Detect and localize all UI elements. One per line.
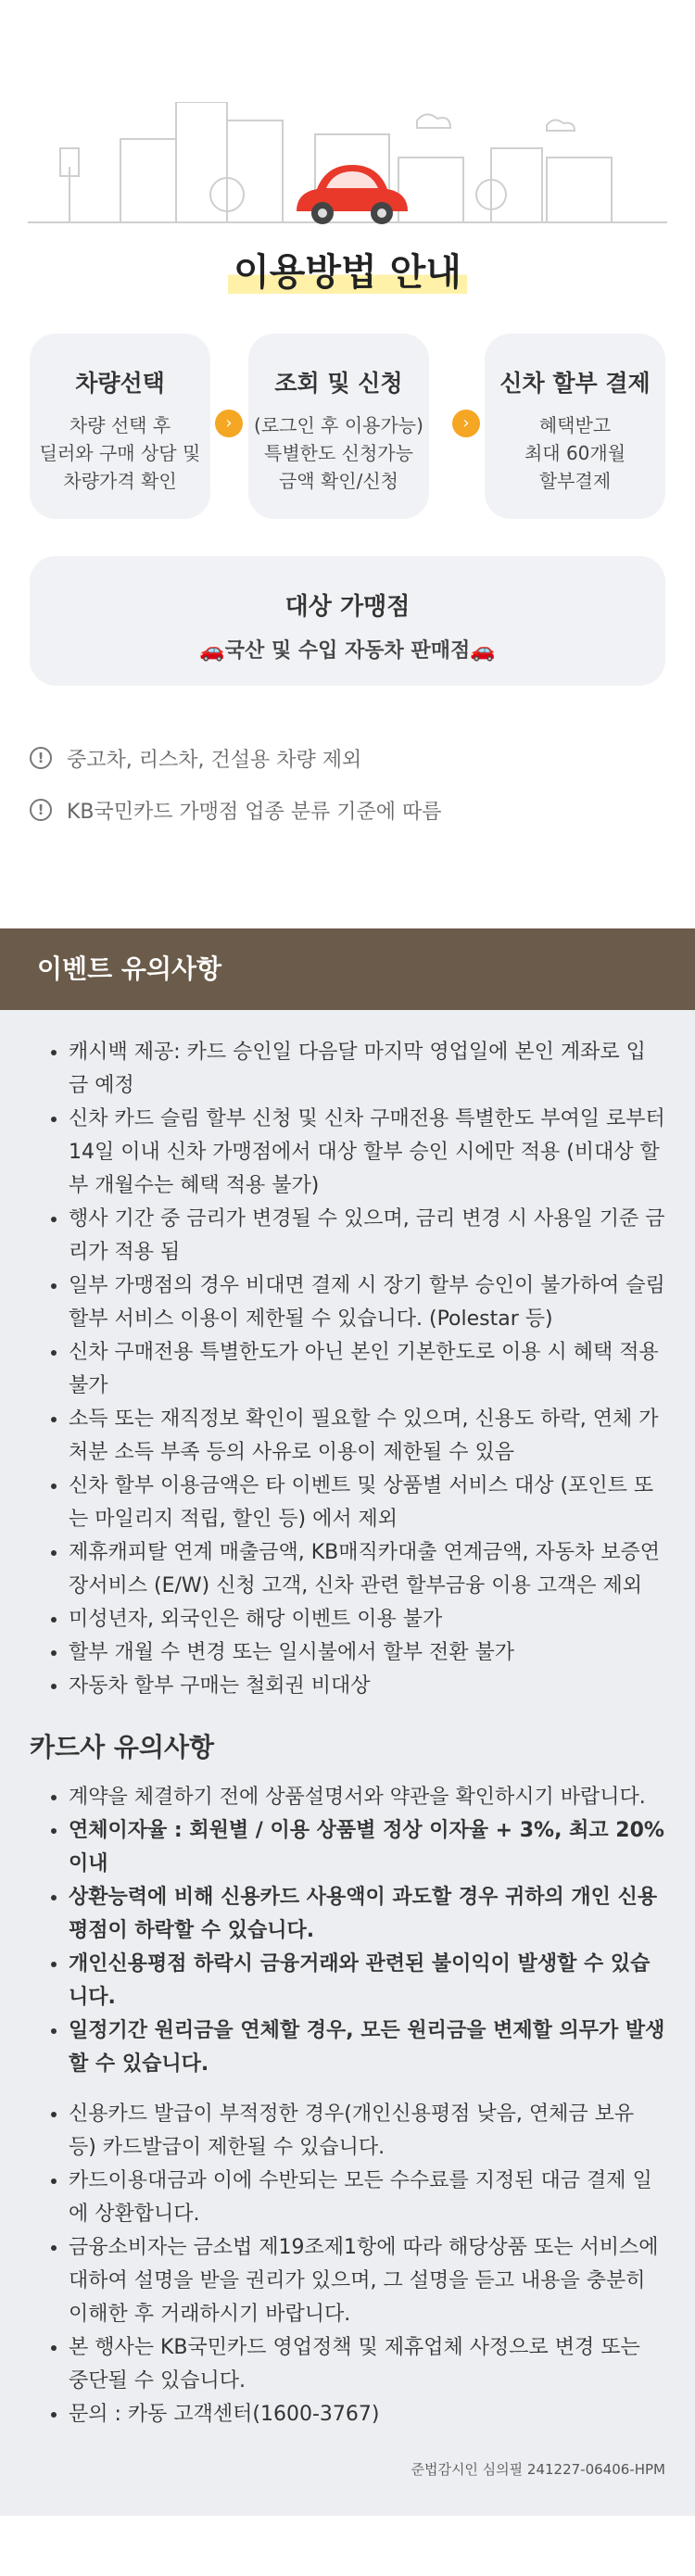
notice-section	[0, 1010, 695, 2516]
chevron-right-icon: ›	[215, 410, 243, 437]
event-notice-header: 이벤트 유의사항	[0, 928, 695, 1010]
list-item: • 개인신용평점 하락시 금융거래와 관련된 불이익이 발생할 수 있습니다.	[69, 1948, 665, 2014]
step-desc: 혜택받고 최대 60개월 할부결제	[524, 414, 626, 492]
usage-section	[0, 0, 695, 928]
card-notice-list	[30, 1781, 665, 2081]
note-text: 중고차, 리스차, 건설용 차량 제외	[67, 748, 362, 772]
list-item: • 계약을 체결하기 전에 상품설명서와 약관을 확인하시기 바랍니다.	[69, 1781, 665, 1814]
usage-notes	[30, 732, 665, 836]
partner-card	[30, 556, 665, 686]
info-icon: !	[30, 747, 52, 769]
card-notice-title: 카드사 유의사항	[30, 1732, 215, 1762]
chevron-right-icon: ›	[452, 410, 480, 437]
list-item: • 신차 할부 이용금액은 타 이벤트 및 상품별 서비스 대상 (포인트 또는 마일리지 적립, 할인 등) 에서 제외	[69, 1470, 665, 1536]
step-desc: (로그인 후 이용가능) 특별한도 신청가능 금액 확인/신청	[254, 414, 423, 492]
step-title: 차량선택	[75, 370, 165, 397]
list-item: • 본 행사는 KB국민카드 영업정책 및 제휴업체 사정으로 변경 또는 중단될 수 있습니다.	[69, 2331, 665, 2398]
note-text: KB국민카드 가맹점 업종 분류 기준에 따름	[67, 800, 442, 824]
list-item: • 카드이용대금과 이에 수반되는 모든 수수료를 지정된 대금 결제 일에 상환합니다.	[69, 2165, 665, 2231]
list-item: • 미성년자, 외국인은 해당 이벤트 이용 불가	[69, 1603, 665, 1636]
step-card-3	[485, 334, 665, 519]
page-title: 이용방법 안내	[0, 243, 695, 296]
partner-title: 대상 가맹점	[284, 593, 411, 621]
note-item	[30, 784, 665, 836]
compliance-code: 준법감시인 심의필 241227-06406-HPM	[411, 2461, 665, 2478]
list-item: • 신차 카드 슬림 할부 신청 및 신차 구매전용 특별한도 부여일 로부터 14일 이내 신차 가맹점에서 대상 할부 승인 시에만 적용 (비대상 할부 개월수는 혜택 적용 불가)	[69, 1103, 665, 1203]
step-title: 조회 및 신청	[274, 370, 403, 397]
step-desc: 차량 선택 후 딜러와 구매 상담 및 차량가격 확인	[39, 414, 201, 492]
list-item: • 금융소비자는 금소법 제19조제1항에 따라 해당상품 또는 서비스에 대하여 설명을 받을 권리가 있으며, 그 설명을 듣고 내용을 충분히 이해한 후 거래하시기 바랍니다.	[69, 2231, 665, 2331]
step-card-2	[248, 334, 429, 519]
list-item: • 일정기간 원리금을 연체할 경우, 모든 원리금을 변제할 의무가 발생할 수 있습니다.	[69, 2014, 665, 2081]
list-item: • 할부 개월 수 변경 또는 일시불에서 할부 전환 불가	[69, 1636, 665, 1670]
card-notice-list-2	[30, 2098, 665, 2431]
usage-steps	[30, 334, 665, 528]
list-item: • 소득 또는 재직정보 확인이 필요할 수 있으며, 신용도 하락, 연체 가처분 소득 부족 등의 사유로 이용이 제한될 수 있음	[69, 1403, 665, 1470]
list-item: • 신차 구매전용 특별한도가 아닌 본인 기본한도로 이용 시 혜택 적용 불가	[69, 1336, 665, 1403]
car-icon	[297, 165, 408, 224]
event-notice-list	[30, 1036, 665, 1703]
list-item: • 신용카드 발급이 부적정한 경우(개인신용평점 낮음, 연체금 보유 등) 카드발급이 제한될 수 있습니다.	[69, 2098, 665, 2165]
city-car-illustration	[28, 102, 667, 232]
step-title: 신차 할부 결제	[499, 370, 651, 397]
partner-desc: 🚗국산 및 수입 자동차 판매점🚗	[199, 639, 496, 663]
list-item: • 자동차 할부 구매는 철회권 비대상	[69, 1670, 665, 1703]
list-item: • 연체이자율 : 회원별 / 이용 상품별 정상 이자율 + 3%, 최고 20% 이내	[69, 1814, 665, 1881]
list-item: • 일부 가맹점의 경우 비대면 결제 시 장기 할부 승인이 불가하여 슬림 할부 서비스 이용이 제한될 수 있습니다. (Polestar 등)	[69, 1269, 665, 1336]
step-card-1	[30, 334, 210, 519]
note-item	[30, 732, 665, 784]
list-item: • 캐시백 제공: 카드 승인일 다음달 마지막 영업일에 본인 계좌로 입금 예정	[69, 1036, 665, 1103]
info-icon: !	[30, 799, 52, 821]
list-item: • 문의 : 카동 고객센터(1600-3767)	[69, 2398, 665, 2431]
list-item: • 제휴캐피탈 연계 매출금액, KB매직카대출 연계금액, 자동차 보증연장서비스 (E/W) 신청 고객, 신차 관련 할부금융 이용 고객은 제외	[69, 1536, 665, 1603]
list-item: • 행사 기간 중 금리가 변경될 수 있으며, 금리 변경 시 사용일 기준 금리가 적용 됨	[69, 1203, 665, 1269]
list-item: • 상환능력에 비해 신용카드 사용액이 과도할 경우 귀하의 개인 신용평점이 하락할 수 있습니다.	[69, 1881, 665, 1948]
hero-illustration	[0, 0, 695, 294]
